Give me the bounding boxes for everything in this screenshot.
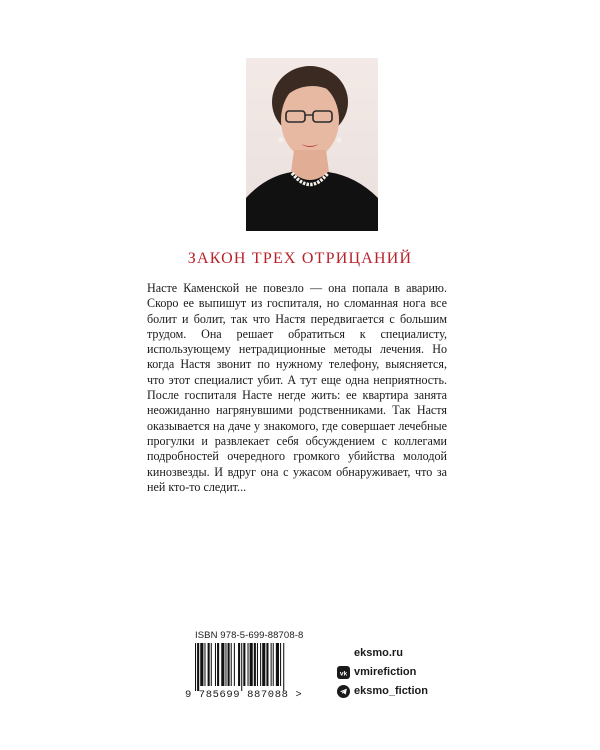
- barcode-bar: [254, 643, 256, 686]
- isbn-label: ISBN 978-5-699-88708-8: [195, 630, 304, 641]
- barcode-bar: [211, 643, 212, 686]
- barcode-bar: [231, 643, 232, 686]
- svg-text:vk: vk: [339, 669, 347, 677]
- barcode-bar: [283, 643, 284, 691]
- book-title: ЗАКОН ТРЕХ ОТРИЦАНИЙ: [187, 250, 413, 267]
- link-telegram[interactable]: [336, 682, 428, 700]
- barcode-bar: [217, 643, 219, 686]
- link-eksmo-site[interactable]: [336, 644, 428, 662]
- barcode: [185, 643, 315, 691]
- barcode-bar: [260, 643, 261, 686]
- author-photo: [246, 58, 378, 231]
- publisher-links: [336, 644, 428, 701]
- vk-icon: [336, 665, 350, 679]
- isbn-barcode-block: [185, 630, 315, 701]
- link-vk[interactable]: [336, 663, 428, 681]
- barcode-bar: [250, 643, 253, 686]
- barcode-digits: 9 785699 887088 >: [185, 689, 303, 701]
- barcode-bar: [238, 643, 240, 686]
- barcode-bar: [215, 643, 216, 686]
- book-description: Насте Каменской не повезло — она попала в аварию. Скоро ее выпишут из госпиталя, но сломанная нога все болит и болит, так что Настя передвигается с большим трудом. Она решает обратиться к специалисту, использующему нетрадиционные методы лечения. Но когда Настя звонит по нужному телефону, выясняется, что этот специалист убит. А тут еще одна неприятность. После госпиталя Насте негде жить: ее квартира занята неожиданно нагрянувшими родственниками. Так Настя оказывается на даче у знакомого, где совершает лечебные прогулки и развлекает себя обсуждением с коллегами подробностей очередного громкого убийства молодой кинозвезды. И вдруг она с ужасом обнаруживает, что за ней кто-то следит...: [147, 281, 447, 494]
- barcode-bar: [228, 643, 230, 686]
- barcode-bar: [204, 643, 205, 686]
- barcode-bar: [248, 643, 249, 686]
- barcode-bar: [262, 643, 265, 686]
- barcode-bar: [225, 643, 226, 686]
- barcode-bar: [208, 643, 210, 686]
- link-text: vmirefiction: [354, 666, 417, 678]
- barcode-bar: [197, 643, 199, 691]
- barcode-bar: [273, 643, 274, 686]
- barcode-bar: [257, 643, 258, 686]
- barcode-bar: [271, 643, 272, 686]
- barcode-bar: [243, 643, 245, 686]
- barcode-bar: [200, 643, 203, 686]
- barcode-bar: [221, 643, 224, 686]
- telegram-icon: [336, 684, 350, 698]
- no-icon: [336, 646, 350, 660]
- barcode-bar: [241, 643, 242, 691]
- barcode-bar: [280, 643, 281, 686]
- barcode-bar: [234, 643, 235, 686]
- barcode-bar: [266, 643, 268, 686]
- barcode-bar: [276, 643, 279, 686]
- link-text: eksmo_fiction: [354, 685, 428, 697]
- barcode-bar: [195, 643, 196, 691]
- link-text: eksmo.ru: [354, 647, 403, 659]
